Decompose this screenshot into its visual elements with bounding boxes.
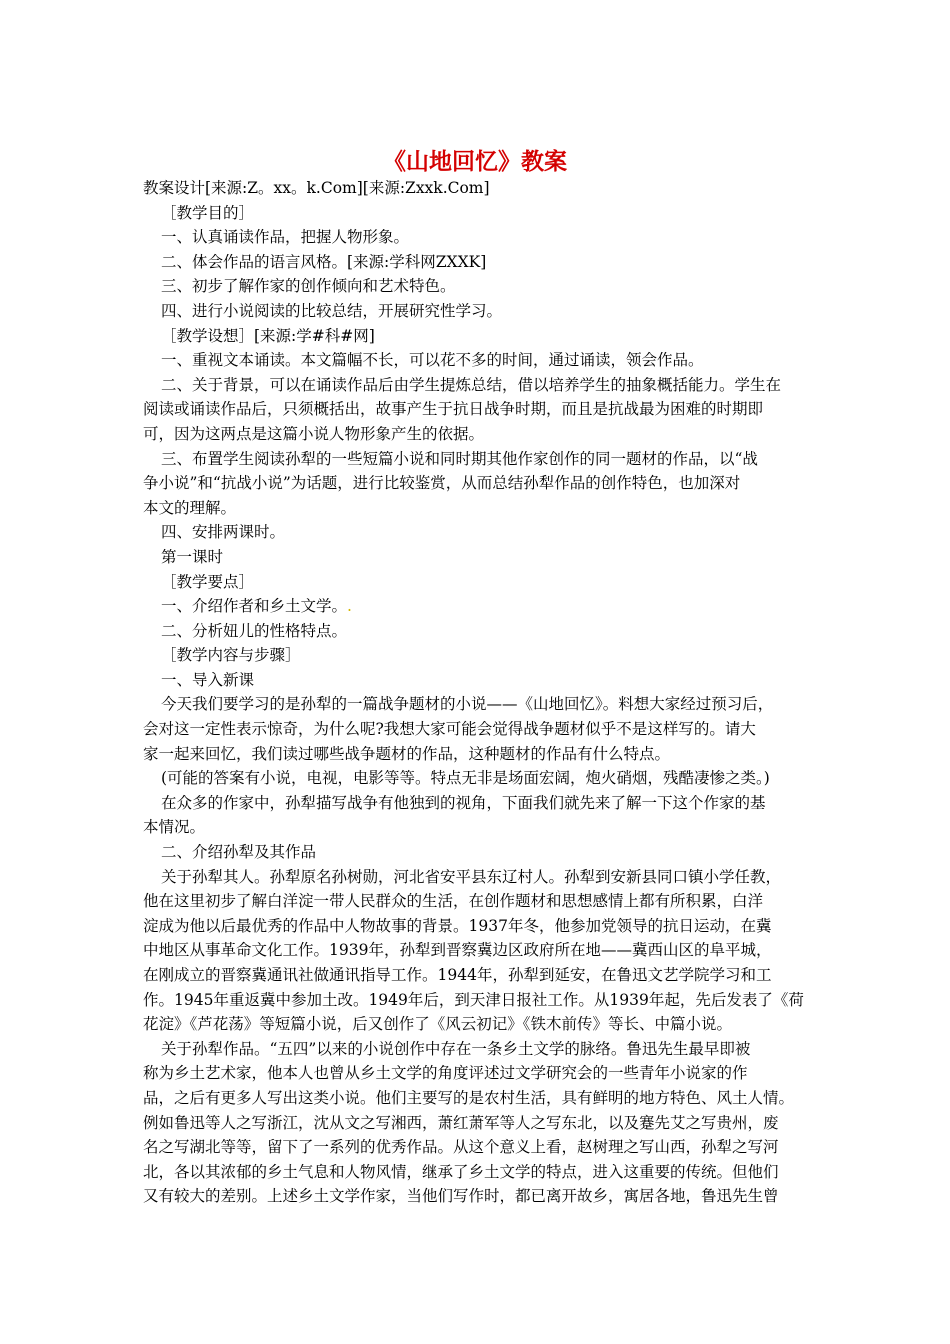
text-line: 二、分析妞儿的性格特点。 [161,621,348,640]
text-line: 二、关于背景，可以在诵读作品后由学生提炼总结，借以培养学生的抽象概括能力。学生在 [161,375,782,394]
text-line: 一、介绍作者和乡土文学。. [161,597,352,616]
text-line: 品，之后有更多人写出这类小说。他们主要写的是农村生活，具有鲜明的地方特色、风土人情。 [143,1088,795,1107]
text-line: ［教学内容与步骤］ [161,646,301,665]
text-line: 花淀》《芦花荡》等短篇小说，后又创作了《风云初记》《铁木前传》等长、中篇小说。 [143,1015,733,1034]
text-line: 二、介绍孙犁及其作品 [161,843,317,862]
text-line: 在众多的作家中，孙犁描写战争有他独到的视角，下面我们就先来了解一下这个作家的基 [161,793,766,812]
text-line: 可，因为这两点是这篇小说人物形象产生的依据。 [143,424,485,443]
text-line: 二、体会作品的语言风格。[来源:学科网ZXXK] [161,252,487,271]
text-line: 本文的理解。 [143,498,237,517]
text-line: ［教学要点］ [161,572,255,591]
text-line: 在刚成立的晋察冀通讯社做通讯指导工作。1944年，孙犁到延安，在鲁迅文艺学院学习和工 [143,966,772,984]
text-line: 今天我们要学习的是孙犁的一篇战争题材的小说——《山地回忆》。料想大家经过预习后， [161,695,774,714]
text-line: 第一课时 [161,547,224,566]
text-line: 一、重视文本诵读。本文篇幅不长，可以花不多的时间，通过诵读，领会作品。 [161,351,704,370]
decorative-dot: . [347,597,352,616]
text-line: 教案设计[来源:Z。xx。k.Com][来源:Zxxk.Com] [143,179,490,197]
text-line: ［教学目的］ [161,203,255,222]
document-title: 《山地回忆》教案 [383,149,567,175]
text-line: 称为乡土艺术家，他本人也曾从乡土文学的角度评述过文学研究会的一些青年小说家的作 [143,1064,748,1083]
text-line: 三、初步了解作家的创作倾向和艺术特色。 [161,277,456,296]
text-line: 北，各以其浓郁的乡土气息和人物风情，继承了乡土文学的特点，进入这重要的传统。但他们 [143,1162,779,1181]
text-line: (可能的答案有小说，电视，电影等等。特点无非是场面宏阔，炮火硝烟，残酷凄惨之类。) [161,769,770,788]
text-line: 本情况。 [143,818,206,837]
text-line: 关于孙犁作品。“五四”以来的小说创作中存在一条乡土文学的脉络。鲁迅先生最早即被 [161,1039,751,1058]
text-line: 四、进行小说阅读的比较总结，开展研究性学习。 [161,301,503,320]
text-line: 例如鲁迅等人之写浙江，沈从文之写湘西，萧红萧军等人之写东北，以及蹇先艾之写贵州，废 [143,1113,779,1132]
document-body [143,176,823,1209]
text-line: 会对这一定性表示惊奇，为什么呢?我想大家可能会觉得战争题材似乎不是这样写的。请大 [143,720,756,739]
text-line: 家一起来回忆，我们读过哪些战争题材的作品，这种题材的作品有什么特点。 [143,744,671,763]
text-line: 关于孙犁其人。孙犁原名孙树勋，河北省安平县东辽村人。孙犁到安新县同口镇小学任教， [161,867,782,886]
text-line: 三、布置学生阅读孙犁的一些短篇小说和同时期其他作家创作的同一题材的作品，以“战 [161,449,758,468]
text-line: 作。1945年重返冀中参加土改。1949年后，到天津日报社工作。从1939年起，先后发表了《荷 [143,990,804,1009]
text-line: 名之写湖北等等，留下了一系列的优秀作品。从这个意义上看，赵树理之写山西，孙犁之写河 [143,1138,779,1157]
text-line: 一、认真诵读作品，把握人物形象。 [161,228,410,247]
text-line: 四、安排两课时。 [161,523,286,542]
text-line: 一、导入新课 [161,670,255,689]
text-line: 阅读或诵读作品后，只须概括出，故事产生于抗日战争时期，而且是抗战最为困难的时期即 [143,400,764,419]
text-line: 他在这里初步了解白洋淀一带人民群众的生活，在创作题材和思想感情上都有所积累，白洋 [143,892,764,911]
text-line: 中地区从事革命文化工作。1939年，孙犁到晋察冀边区政府所在地——冀西山区的阜平城， [143,941,772,960]
text-line: 又有较大的差别。上述乡土文学作家，当他们写作时，都已离开故乡，寓居各地，鲁迅先生曾 [143,1187,779,1206]
text-line: ［教学设想］[来源:学#科#网] [161,326,375,345]
text-line: 淀成为他以后最优秀的作品中人物故事的背景。1937年冬，他参加党领导的抗日运动，在冀 [143,916,772,935]
text-line: 争小说”和“抗战小说”为话题，进行比较鉴赏，从而总结孙犁作品的创作特色，也加深对 [143,474,741,493]
